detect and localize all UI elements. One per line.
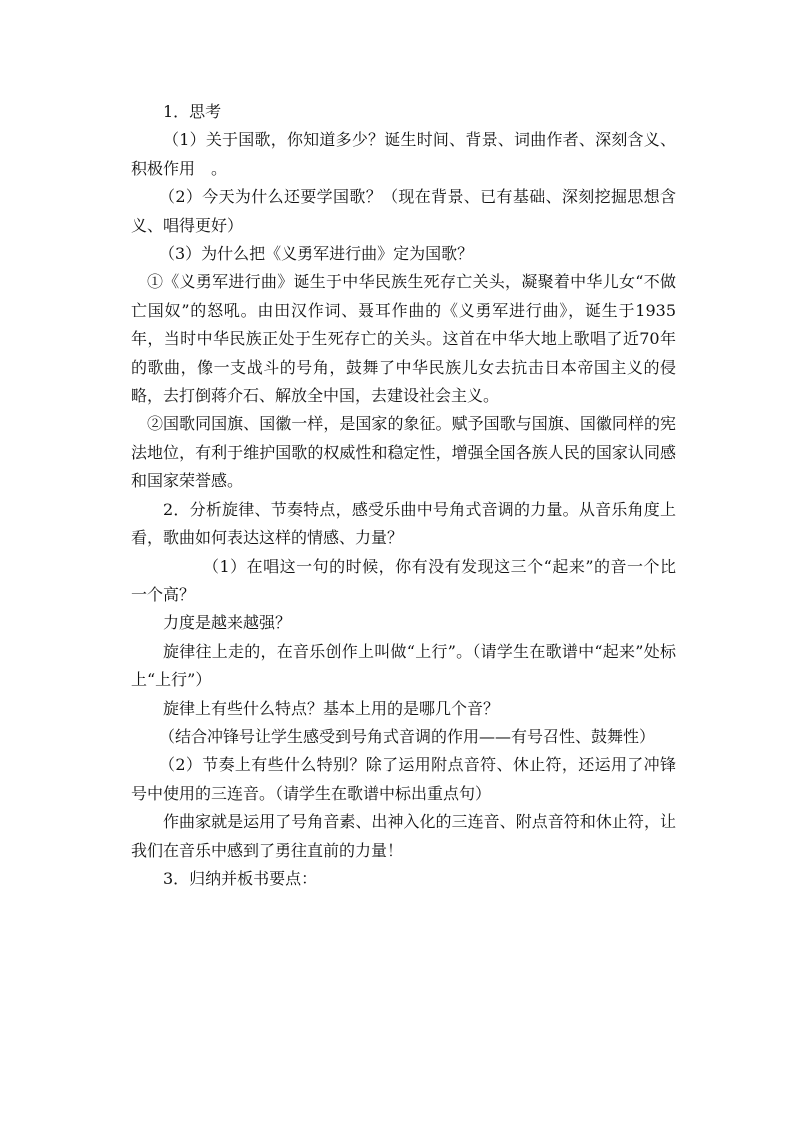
question-paragraph: （1）在唱这一句的时候，你有没有发现这三个“起来”的音一个比一个高？ <box>131 556 676 604</box>
question-paragraph: （2）今天为什么还要学国歌？（现在背景、已有基础、深刻挖掘思想含义、唱得更好） <box>131 187 676 235</box>
body-paragraph: 旋律上有些什么特点？基本上用的是哪几个音？ <box>163 698 500 718</box>
body-paragraph: （结合冲锋号让学生感受到号角式音调的作用——有号召性、鼓舞性） <box>159 726 656 746</box>
body-paragraph: 力度是越来越强？ <box>163 613 292 633</box>
document-body <box>131 98 676 893</box>
section-heading-analysis: 2．分析旋律、节奏特点，感受乐曲中号角式音调的力量。从音乐角度上看，歌曲如何表达这样的情感、力量？ <box>131 499 676 548</box>
body-paragraph: 旋律往上走的，在音乐创作上叫做“上行”。（请学生在歌谱中“起来”处标上“上行”） <box>131 641 676 690</box>
body-paragraph: 作曲家就是运用了号角音素、出神入化的三连音、附点音符和休止符，让我们在音乐中感到了勇往直前的力量！ <box>131 812 676 860</box>
section-heading-think: 1．思考 <box>163 102 222 121</box>
question-paragraph: （3）为什么把《义勇军进行曲》定为国歌？ <box>159 244 474 264</box>
section-heading-summary: 3．归纳并板书要点： <box>163 868 318 888</box>
question-paragraph: （1）关于国歌，你知道多少？诞生时间、背景、词曲作者、深刻含义、积极作用 。 <box>131 130 676 178</box>
answer-paragraph: ①《义勇军进行曲》诞生于中华民族生死存亡关头，凝聚着中华儿女“不做亡国奴”的怒吼。由田汉作词、聂耳作曲的《义勇军进行曲》，诞生于1935年，当时中华民族正处于生死存亡的关头。这首在中华大地上歌唱了近70年的歌曲，像一支战斗的号角，鼓舞了中华民族儿女去抗击日本帝国主义的侵略，去打倒蒋介石、解放全中国，去建设社会主义。 <box>131 272 676 406</box>
answer-paragraph: ②国歌同国旗、国徽一样，是国家的象征。赋予国歌与国旗、国徽同样的宪法地位，有利于维护国歌的权威性和稳定性，增强全国各族人民的国家认同感和国家荣誉感。 <box>131 414 676 491</box>
question-paragraph: （2）节奏上有些什么特别？除了运用附点音符、休止符，还运用了冲锋号中使用的三连音。（请学生在歌谱中标出重点句） <box>131 755 676 803</box>
